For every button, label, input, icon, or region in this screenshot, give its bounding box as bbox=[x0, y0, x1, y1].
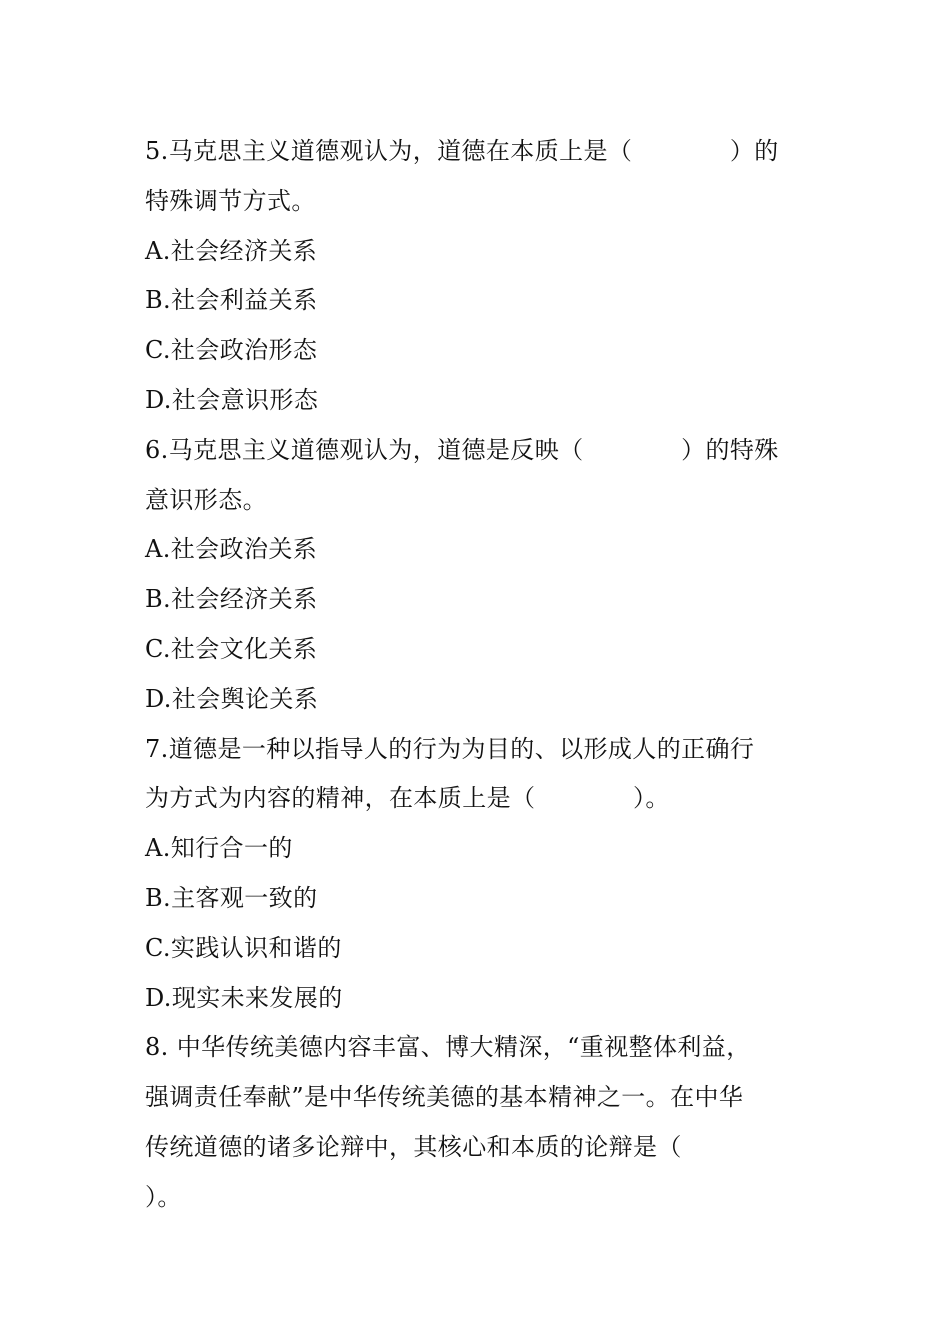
question-stem-line: 特殊调节方式。 bbox=[145, 186, 316, 215]
question-stem-line: 强调责任奉献”是中华传统美德的基本精神之一。在中华 bbox=[145, 1083, 744, 1112]
option-b: B.社会经济关系 bbox=[145, 585, 318, 614]
question-stem-line: 为方式为内容的精神，在本质上是（ ）。 bbox=[145, 784, 670, 813]
option-b: B.社会利益关系 bbox=[145, 286, 318, 315]
question-stem-line: 传统道德的诸多论辩中，其核心和本质的论辩是（ bbox=[145, 1132, 682, 1161]
question-list bbox=[145, 127, 805, 1223]
option-b: B.主客观一致的 bbox=[145, 883, 318, 912]
question-5 bbox=[145, 127, 805, 426]
question-8 bbox=[145, 1023, 805, 1222]
option-a: A.社会经济关系 bbox=[145, 236, 318, 265]
question-stem-line: 8. 中华传统美德内容丰富、博大精深，“重视整体利益， bbox=[145, 1033, 751, 1062]
option-d: D.社会意识形态 bbox=[145, 385, 319, 414]
option-c: C.社会文化关系 bbox=[145, 634, 318, 663]
option-a: A.知行合一的 bbox=[145, 834, 293, 863]
question-7 bbox=[145, 725, 805, 1024]
option-c: C.实践认识和谐的 bbox=[145, 933, 342, 962]
question-stem-line: 7.道德是一种以指导人的行为为目的、以形成人的正确行 bbox=[145, 734, 755, 763]
question-stem-line: 5.马克思主义道德观认为，道德在本质上是（ ）的 bbox=[145, 137, 779, 165]
question-stem-line: 意识形态。 bbox=[145, 485, 267, 514]
option-d: D.社会舆论关系 bbox=[145, 684, 319, 713]
option-c: C.社会政治形态 bbox=[145, 336, 318, 365]
question-stem-line: 6.马克思主义道德观认为，道德是反映（ ）的特殊 bbox=[145, 435, 779, 464]
question-stem-line: ）。 bbox=[145, 1182, 182, 1211]
option-a: A.社会政治关系 bbox=[145, 535, 318, 564]
question-6 bbox=[145, 426, 805, 725]
option-d: D.现实未来发展的 bbox=[145, 983, 343, 1012]
